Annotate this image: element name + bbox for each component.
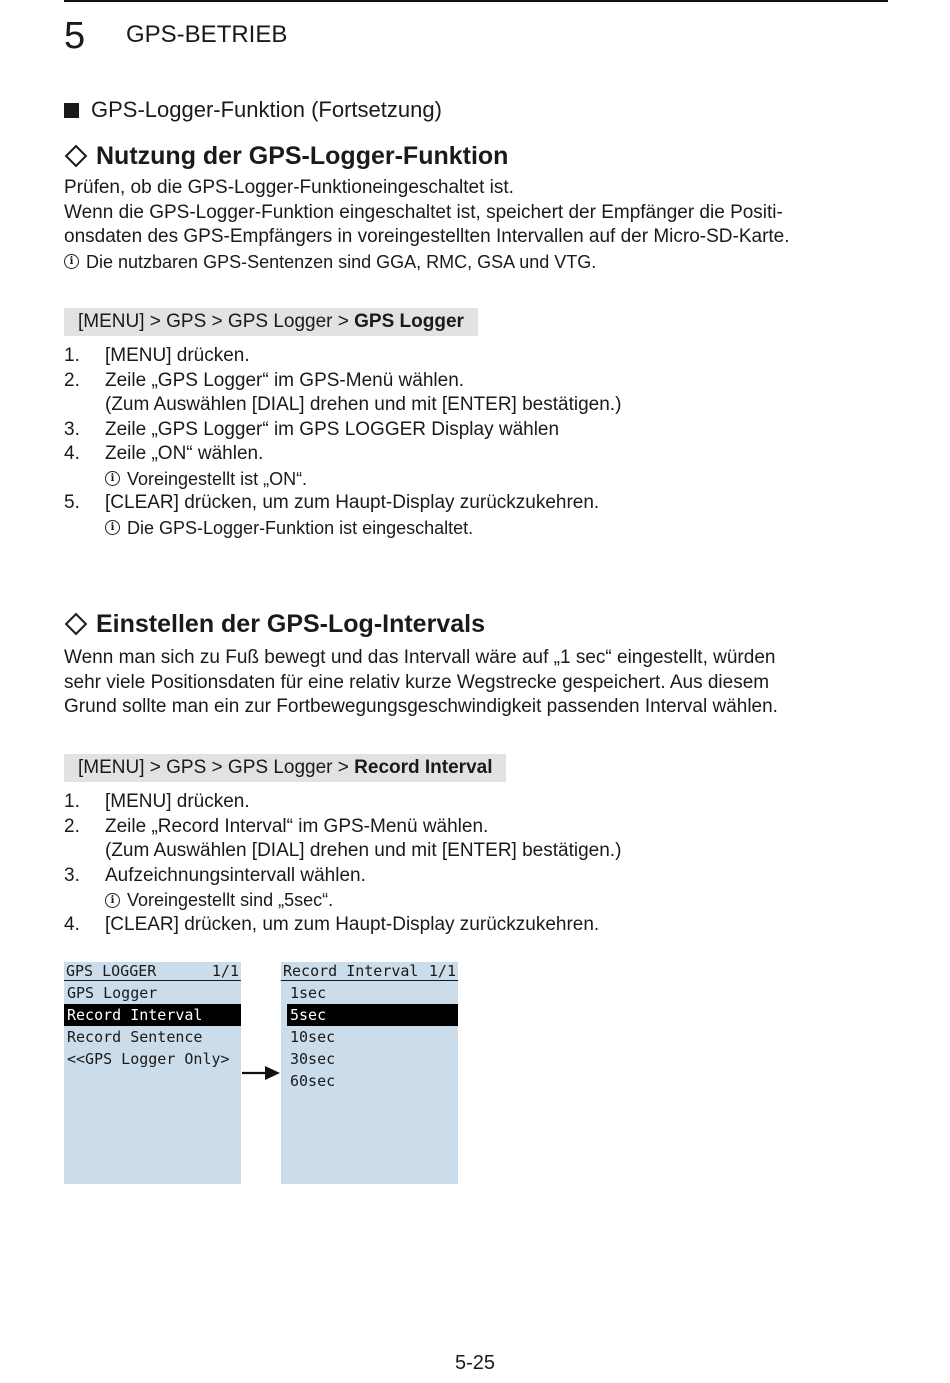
step-note: [64, 516, 884, 541]
step-number: 2.: [64, 815, 80, 837]
lcd-menu-item[interactable]: 30sec: [290, 1050, 336, 1068]
section-title-text: GPS-Logger-Funktion (Fortsetzung): [91, 97, 442, 122]
step-number: 2.: [64, 369, 80, 391]
lcd-title-bar: [281, 962, 458, 981]
arrow-right-icon: [241, 1062, 281, 1084]
lcd-menu-item[interactable]: 60sec: [290, 1072, 336, 1090]
lcd-title: GPS LOGGER: [66, 962, 157, 980]
step-note: [64, 467, 884, 492]
lcd-menu-item[interactable]: Record Sentence: [67, 1028, 203, 1046]
step-number: 3.: [64, 864, 80, 886]
info-circle-icon: i: [105, 471, 120, 486]
menu-path: [64, 308, 478, 336]
step-number: 5.: [64, 492, 80, 513]
intro-line: onsdaten des GPS-Empfängers in voreingestellten Intervallen auf der Micro-SD-Karte.: [64, 226, 790, 247]
list-item: [64, 418, 884, 443]
step-number: 3.: [64, 418, 80, 440]
subheading-text: Nutzung der GPS-Logger-Funktion: [96, 142, 509, 170]
step-text: Zeile „Record Interval“ im GPS-Menü wählen.: [105, 815, 489, 837]
step-text: Zeile „GPS Logger“ im GPS LOGGER Display wählen: [105, 418, 560, 440]
intro-line: Wenn die GPS-Logger-Funktion eingeschaltet ist, speichert der Empfänger die Positi-: [64, 201, 783, 223]
lcd-menu-item[interactable]: 10sec: [290, 1028, 336, 1046]
list-item: [64, 913, 884, 938]
list-item: [64, 369, 884, 394]
lcd-menu-item[interactable]: <<GPS Logger Only>: [67, 1050, 230, 1068]
list-item: [64, 491, 884, 516]
step-number: 1.: [64, 345, 80, 366]
info-note-text: Die nutzbaren GPS-Sentenzen sind GGA, RMC, GSA und VTG.: [86, 251, 597, 272]
subheading-text: Einstellen der GPS-Log-Intervals: [96, 610, 485, 638]
intro-line: sehr viele Positionsdaten für eine relativ kurze Wegstrecke gespeichert. Aus diesem: [64, 671, 770, 693]
step-note: [64, 888, 884, 913]
list-item: [64, 864, 884, 889]
top-rule: [64, 0, 888, 2]
lcd-menu-item-selected[interactable]: Record Interval: [64, 1004, 241, 1026]
intro-paragraph: [64, 176, 884, 274]
diamond-outline-icon: [65, 145, 88, 168]
lcd-title: Record Interval: [283, 962, 419, 980]
list-item: [64, 442, 884, 467]
lcd-page: 1/1: [428, 962, 456, 980]
list-item: [64, 344, 884, 369]
step-text: Zeile „ON“ wählen.: [105, 443, 264, 464]
lcd-menu-item[interactable]: GPS Logger: [67, 984, 158, 1002]
intro-line: Grund sollte man ein zur Fortbewegungsgeschwindigkeit passenden Interval wählen.: [64, 696, 778, 717]
step-continuation: (Zum Auswählen [DIAL] drehen und mit [ENTER] bestätigen.): [105, 840, 622, 861]
info-circle-icon: i: [105, 520, 120, 535]
step-text: [CLEAR] drücken, um zum Haupt-Display zurückzukehren.: [105, 913, 600, 935]
lcd-title-bar: [64, 962, 241, 981]
step-text: [CLEAR] drücken, um zum Haupt-Display zurückzukehren.: [105, 492, 600, 513]
chapter-number: 5: [64, 15, 86, 57]
step-continuation: (Zum Auswählen [DIAL] drehen und mit [ENTER] bestätigen.): [105, 394, 622, 415]
lcd-menu-item-selected[interactable]: 5sec: [287, 1004, 458, 1026]
lcd-menu: [64, 982, 241, 1070]
interval-paragraph: [64, 646, 884, 720]
page-number: 5-25: [454, 1352, 496, 1374]
subheading-log-interval: [64, 608, 485, 640]
menu-path-target: Record Interval: [354, 757, 493, 778]
steps-list: [64, 344, 884, 540]
steps-list: [64, 790, 884, 937]
step-number: 4.: [64, 913, 80, 935]
lcd-page: 1/1: [211, 962, 239, 980]
step-number: 1.: [64, 791, 80, 812]
step-text: Zeile „GPS Logger“ im GPS-Menü wählen.: [105, 369, 465, 391]
lcd-menu-item[interactable]: 1sec: [290, 984, 327, 1002]
menu-path-prefix: [MENU] > GPS > GPS Logger >: [78, 757, 355, 778]
intro-line: Prüfen, ob die GPS-Logger-Funktioneingeschaltet ist.: [64, 177, 514, 198]
info-circle-icon: i: [64, 254, 79, 269]
list-item: [64, 815, 884, 840]
step-text: [MENU] drücken.: [105, 345, 250, 366]
square-bullet-icon: [64, 103, 79, 118]
chapter-title: GPS-BETRIEB: [126, 21, 288, 48]
menu-path-target: GPS Logger: [354, 311, 464, 332]
subheading-logger-usage: [64, 140, 508, 172]
diamond-outline-icon: [65, 613, 88, 636]
step-text: Aufzeichnungsintervall wählen.: [105, 864, 366, 886]
step-text: [MENU] drücken.: [105, 791, 250, 812]
intro-line: Wenn man sich zu Fuß bewegt und das Intervall wäre auf „1 sec“ eingestellt, würden: [64, 647, 776, 668]
lcd-gps-logger-screen: [64, 962, 241, 1184]
step-note-text: Die GPS-Logger-Funktion ist eingeschaltet.: [127, 517, 474, 538]
section-title: [64, 95, 442, 125]
menu-path: [64, 754, 506, 782]
lcd-menu: [287, 982, 458, 1092]
step-note-text: Voreingestellt ist „ON“.: [127, 468, 308, 489]
info-circle-icon: i: [105, 893, 120, 908]
lcd-record-interval-screen: [281, 962, 458, 1184]
menu-path-prefix: [MENU] > GPS > GPS Logger >: [78, 311, 355, 332]
step-number: 4.: [64, 443, 80, 464]
info-note: [64, 250, 884, 275]
step-note-text: Voreingestellt sind „5sec“.: [127, 890, 334, 910]
list-item: [64, 790, 884, 815]
